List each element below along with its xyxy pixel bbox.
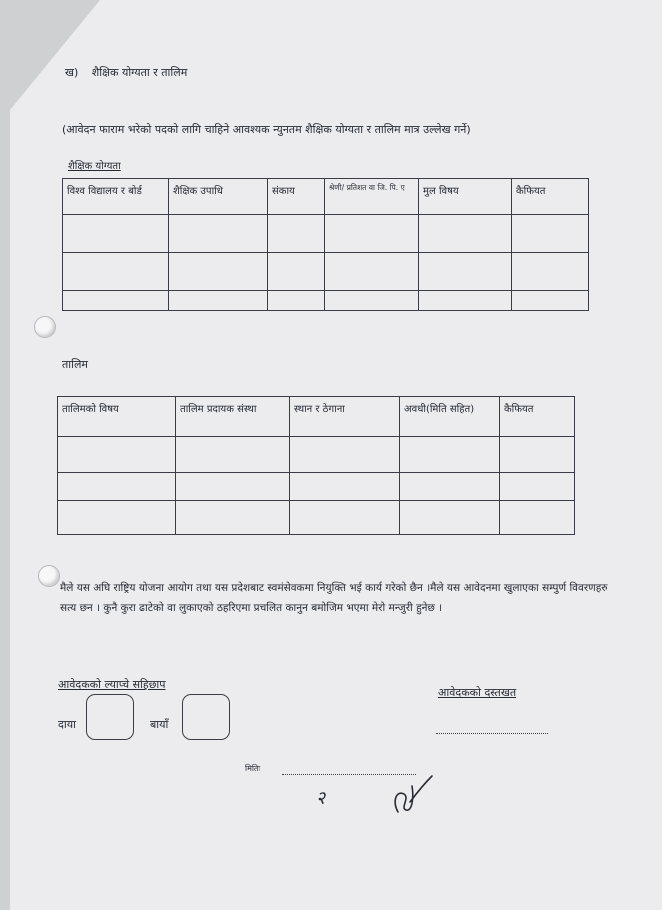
education-cell[interactable] <box>419 215 512 253</box>
training-cell[interactable] <box>500 501 575 535</box>
education-row <box>63 253 589 291</box>
education-cell[interactable] <box>325 253 419 291</box>
education-table <box>62 178 589 311</box>
form-page <box>10 0 662 910</box>
education-col-header: कैफियत <box>512 179 589 215</box>
training-col-header: स्थान र ठेगाना <box>290 397 400 437</box>
training-cell[interactable] <box>58 501 176 535</box>
date-label: मितिः <box>245 764 261 773</box>
handwritten-page-number: २ <box>314 787 327 810</box>
punch-hole-top <box>34 316 56 338</box>
section-marker: ख) <box>65 66 79 79</box>
right-thumb-label: दाया <box>58 718 76 731</box>
training-col-header: कैफियत <box>500 397 575 437</box>
punch-hole-bottom <box>38 565 60 587</box>
education-cell[interactable] <box>268 253 325 291</box>
signature-line[interactable] <box>436 733 548 734</box>
training-row <box>58 501 575 535</box>
training-cell[interactable] <box>500 437 575 473</box>
education-cell[interactable] <box>169 291 268 311</box>
education-cell[interactable] <box>63 253 169 291</box>
training-cell[interactable] <box>176 437 290 473</box>
education-cell[interactable] <box>268 291 325 311</box>
section-title: शैक्षिक योग्यता र तालिम <box>91 66 188 79</box>
training-cell[interactable] <box>290 473 400 501</box>
education-cell[interactable] <box>512 291 589 311</box>
education-cell[interactable] <box>512 215 589 253</box>
training-table <box>57 396 575 535</box>
training-cell[interactable] <box>290 437 400 473</box>
training-cell[interactable] <box>500 473 575 501</box>
folded-corner <box>10 0 100 110</box>
training-cell[interactable] <box>400 501 500 535</box>
training-cell[interactable] <box>290 501 400 535</box>
training-cell[interactable] <box>176 501 290 535</box>
education-col-header: संकाय <box>268 179 325 215</box>
training-cell[interactable] <box>400 437 500 473</box>
education-col-header: विश्व विद्यालय र बोर्ड <box>63 179 169 215</box>
education-label: शैक्षिक योग्यता <box>68 161 121 172</box>
training-row <box>58 437 575 473</box>
declaration-text: मैले यस अघि राष्ट्रिय योजना आयोग तथा यस प्रदेशबाट स्वमंसेवकमा नियुक्ति भई कार्य गरेको छैन ।मैले यस आवेदनमा खुलाएका सम्पुर्ण विवरणहरु सत्य छन । कुनै कुरा ढाटेको वा लुकाएको ठहरिएमा प्रचलित कानुन बमोजिम भएमा मेरो मन्जुरी हुनेछ । <box>60 582 608 614</box>
education-cell[interactable] <box>325 215 419 253</box>
training-cell[interactable] <box>58 437 176 473</box>
education-cell[interactable] <box>419 253 512 291</box>
education-cell[interactable] <box>63 215 169 253</box>
education-col-header: श्रेणी/ प्रतिशत वा जि. पि. ए <box>325 179 419 215</box>
instruction-text: (आवेदन फाराम भरेको पदको लागि चाहिने आवश्यक न्युनतम शैक्षिक योग्यता र तालिम मात्र उल्लेख गर्ने) <box>62 123 471 136</box>
training-cell[interactable] <box>176 473 290 501</box>
training-row <box>58 473 575 501</box>
training-header-row <box>58 397 575 437</box>
training-label: तालिम <box>62 358 89 371</box>
education-cell[interactable] <box>169 253 268 291</box>
training-col-header: अवधी(मिति सहित) <box>400 397 500 437</box>
education-row <box>63 215 589 253</box>
education-cell[interactable] <box>512 253 589 291</box>
education-cell[interactable] <box>325 291 419 311</box>
education-col-header: मुल विषय <box>419 179 512 215</box>
right-thumbprint-box[interactable] <box>86 694 134 740</box>
left-thumb-label: बायाँ <box>150 718 169 731</box>
education-cell[interactable] <box>419 291 512 311</box>
thumbprint-label: आवेदकको ल्याप्चे सहिछाप <box>58 678 166 691</box>
education-row <box>63 291 589 311</box>
education-cell[interactable] <box>169 215 268 253</box>
education-cell[interactable] <box>63 291 169 311</box>
training-cell[interactable] <box>400 473 500 501</box>
applicant-signature-label: आवेदकको दस्तखत <box>438 686 517 699</box>
education-cell[interactable] <box>268 215 325 253</box>
training-col-header: तालिमको विषय <box>58 397 176 437</box>
left-thumbprint-box[interactable] <box>182 694 230 740</box>
section-heading <box>65 65 187 80</box>
handwritten-signature-mark <box>386 772 436 818</box>
training-col-header: तालिम प्रदायक संस्था <box>176 397 290 437</box>
education-header-row <box>63 179 589 215</box>
education-col-header: शैक्षिक उपाधि <box>169 179 268 215</box>
training-cell[interactable] <box>58 473 176 501</box>
